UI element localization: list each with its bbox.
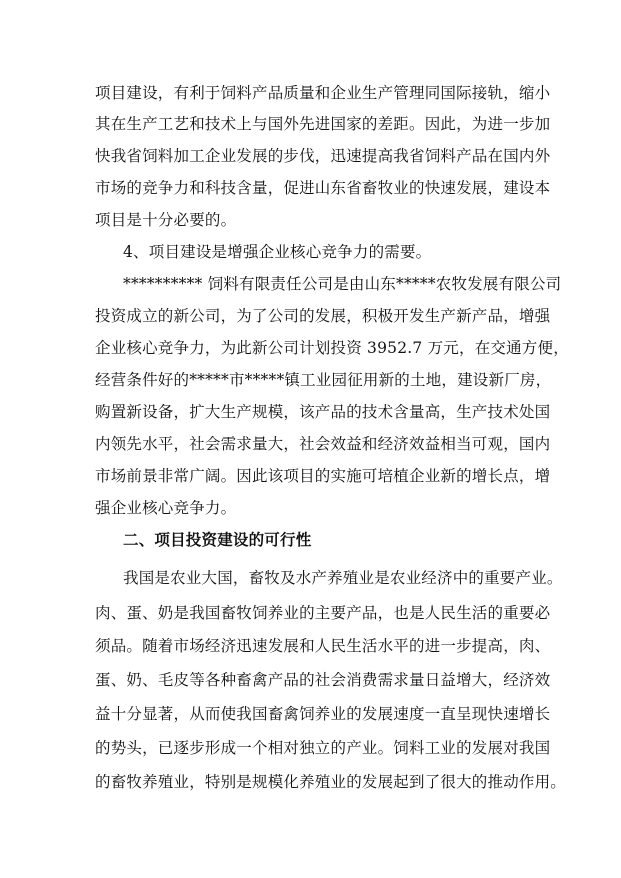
subheading-line: 4、项目建设是增强企业核心竞争力的需要。 [123, 243, 432, 261]
paragraph-line: 经营条件好的*****市*****镇工业园征用新的土地，建设新厂房， [95, 371, 552, 389]
paragraph-line: 投资成立的新公司，为了公司的发展，积极开发生产新产品，增强 [95, 307, 551, 325]
paragraph-line: ********** 饲料有限责任公司是由山东*****农牧发展有限公司 [123, 275, 562, 293]
paragraph-line: 的畜牧养殖业，特别是规模化养殖业的发展起到了很大的推动作用。 [95, 773, 567, 791]
paragraph-line: 市场的竞争力和科技含量，促进山东省畜牧业的快速发展，建设本 [95, 179, 551, 197]
paragraph-line: 市场前景非常广阔。因此该项目的实施可培植企业新的增长点，增 [95, 467, 551, 485]
paragraph-line: 的势头，已逐步形成一个相对独立的产业。饲料工业的发展对我国 [95, 739, 551, 757]
paragraph-line: 益十分显著，从而使我国畜禽饲养业的发展速度一直呈现快速增长 [95, 705, 551, 723]
paragraph-line: 我国是农业大国，畜牧及水产养殖业是农业经济中的重要产业。 [123, 569, 563, 587]
paragraph-line: 须品。随着市场经济迅速发展和人民生活水平的进一步提高，肉、 [95, 637, 551, 655]
paragraph-line: 购置新设备，扩大生产规模，该产品的技术含量高，生产技术处国 [95, 403, 551, 421]
paragraph-line: 其在生产工艺和技术上与国外先进国家的差距。因此，为进一步加 [95, 115, 551, 133]
paragraph-line: 肉、蛋、奶是我国畜牧饲养业的主要产品，也是人民生活的重要必 [95, 604, 551, 622]
paragraph-line: 内领先水平，社会需求量大，社会效益和经济效益相当可观，国内 [95, 435, 551, 453]
paragraph-line: 项目建设，有利于饲料产品质量和企业生产管理同国际接轨，缩小 [95, 84, 551, 102]
paragraph-line: 项目是十分必要的。 [95, 211, 237, 229]
paragraph-line: 快我省饲料加工企业发展的步伐，迅速提高我省饲料产品在国内外 [95, 147, 551, 165]
paragraph-line: 强企业核心竞争力。 [95, 499, 237, 517]
section-heading: 二、项目投资建设的可行性 [123, 530, 312, 549]
paragraph-line: 蛋、奶、毛皮等各种畜禽产品的社会消费需求量日益增大，经济效 [95, 671, 551, 689]
paragraph-line: 企业核心竞争力，为此新公司计划投资 3952.7 万元，在交通方便， [95, 339, 569, 357]
